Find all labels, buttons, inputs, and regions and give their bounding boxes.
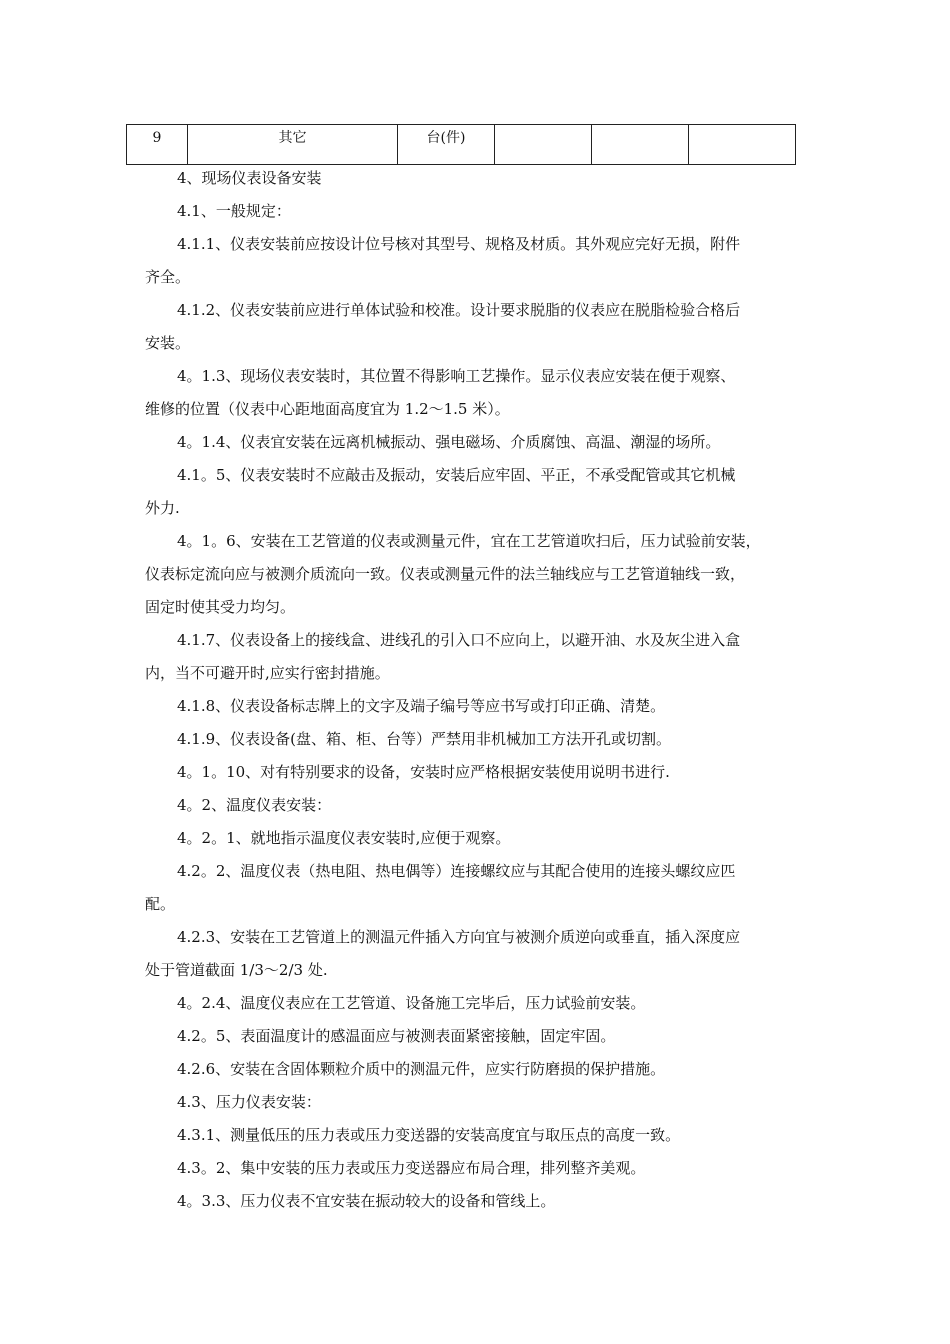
text-line: 4。2、温度仪表安装： [177,796,332,814]
text-line: 4.2.6、安装在含固体颗粒介质中的测温元件，应实行防磨损的保护措施。 [177,1060,666,1078]
text-line: 4。1.3、现场仪表安装时，其位置不得影响工艺操作。显示仪表应安装在便于观察、 [177,367,736,385]
table-cell-name: 其它 [188,125,398,165]
text-line: 4.1、一般规定： [177,202,291,220]
text-line: 4.1.2、仪表安装前应进行单体试验和校准。设计要求脱脂的仪表应在脱脂检验合格后 [177,301,741,319]
text-line: 4.3、压力仪表安装： [177,1093,321,1111]
text-line: 4。2.4、温度仪表应在工艺管道、设备施工完毕后，压力试验前安装。 [177,994,646,1012]
table-cell-empty [495,125,592,165]
text-line: 4.1.1、仪表安装前应按设计位号核对其型号、规格及材质。其外观应完好无损，附件 [177,235,741,253]
text-line: 配。 [145,895,176,913]
text-line: 4.2。5、表面温度计的感温面应与被测表面紧密接触，固定牢固。 [177,1027,616,1045]
table-cell-empty [592,125,689,165]
text-line: 4.3.1、测量低压的压力表或压力变送器的安装高度宜与取压点的高度一致。 [177,1126,681,1144]
text-line: 4.2。2、温度仪表（热电阻、热电偶等）连接螺纹应与其配合使用的连接头螺纹应匹 [177,862,736,880]
table-cell-empty [689,125,796,165]
text-line: 维修的位置（仪表中心距地面高度宜为 1.2～1.5 米）。 [145,400,510,418]
text-line: 4.1。5、仪表安装时不应敲击及振动，安装后应牢固、平正，不承受配管或其它机械 [177,466,736,484]
table-cell-unit: 台(件) [398,125,495,165]
text-line: 4、现场仪表设备安装 [177,169,322,187]
text-line: 4。1.4、仪表宜安装在远离机械振动、强电磁场、介质腐蚀、高温、潮湿的场所。 [177,433,721,451]
text-line: 固定时使其受力均匀。 [145,598,296,616]
table-row [127,125,796,165]
equipment-table [126,124,796,165]
text-line: 处于管道截面 1/3～2/3 处. [145,961,328,979]
table-cell-no: 9 [127,125,188,165]
text-line: 4.1.8、仪表设备标志牌上的文字及端子编号等应书写或打印正确、清楚。 [177,697,666,715]
document-body [145,162,805,1218]
text-line: 仪表标定流向应与被测介质流向一致。仪表或测量元件的法兰轴线应与工艺管道轴线一致， [145,565,746,583]
text-line: 4。2。1、就地指示温度仪表安装时,应便于观察。 [177,829,511,847]
text-line: 4.1.9、仪表设备(盘、箱、柜、台等）严禁用非机械加工方法开孔或切割。 [177,730,672,748]
text-line: 4.2.3、安装在工艺管道上的测温元件插入方向宜与被测介质逆向或垂直，插入深度应 [177,928,741,946]
text-line: 内，当不可避开时,应实行密封措施。 [145,664,390,682]
text-line: 安装。 [145,334,191,352]
text-line: 外力. [145,499,180,517]
text-line: 齐全。 [145,268,191,286]
text-line: 4.3。2、集中安装的压力表或压力变送器应布局合理，排列整齐美观。 [177,1159,646,1177]
text-line: 4。1。6、安装在工艺管道的仪表或测量元件，宜在工艺管道吹扫后，压力试验前安装， [177,532,761,550]
text-line: 4.1.7、仪表设备上的接线盒、进线孔的引入口不应向上，以避开油、水及灰尘进入盒 [177,631,741,649]
text-line: 4。3.3、压力仪表不宜安装在振动较大的设备和管线上。 [177,1192,556,1210]
text-line: 4。1。10、对有特别要求的设备，安装时应严格根据安装使用说明书进行. [177,763,670,781]
